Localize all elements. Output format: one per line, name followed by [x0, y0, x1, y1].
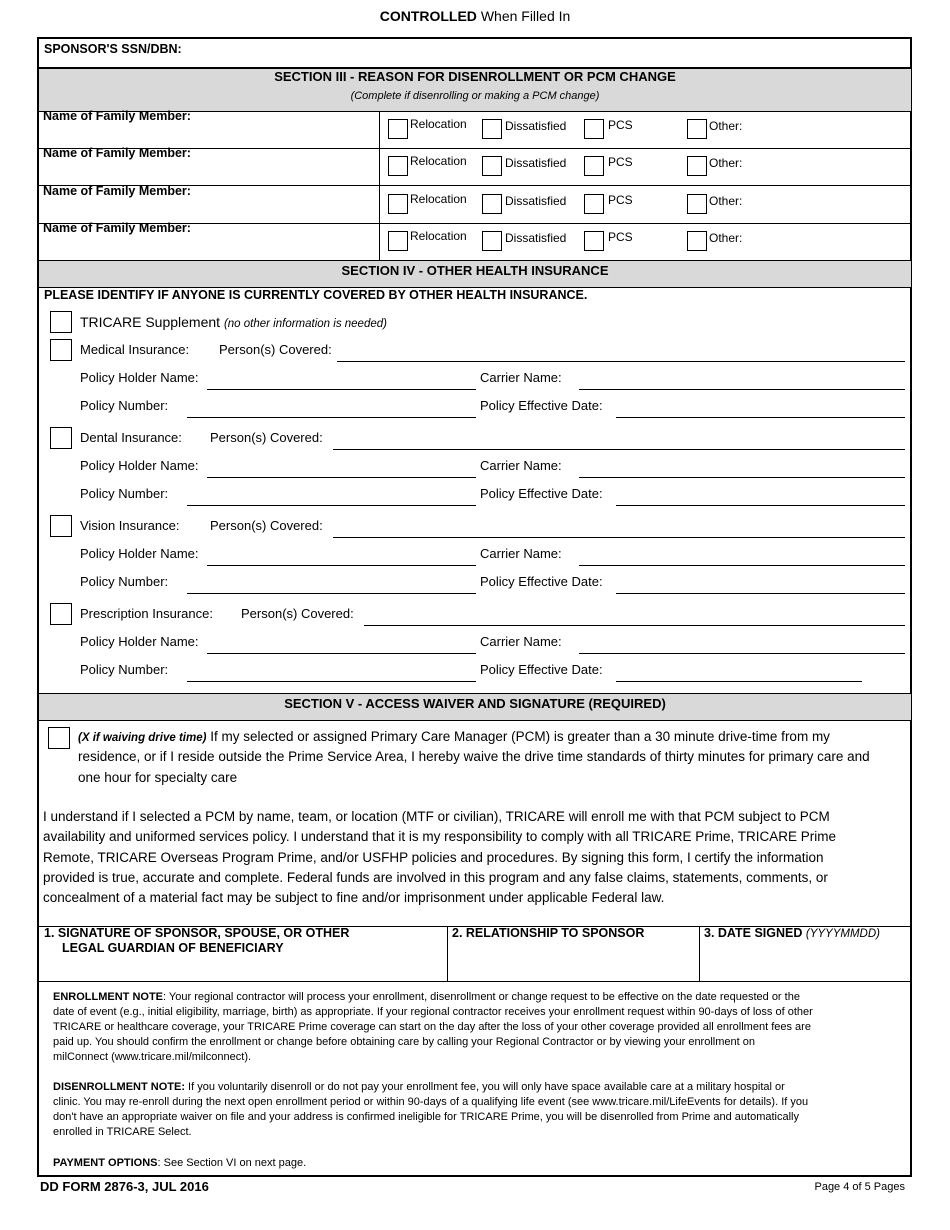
waiver-italic: (X if waiving drive time) [78, 732, 207, 744]
certification-line: provided is true, accurate and complete. Federal funds are involved in this program and any false claims, statements, comments, or [43, 869, 828, 885]
divider [447, 926, 448, 981]
policy-number-field[interactable] [187, 681, 476, 682]
payment-options-text: : See Section VI on next page. [157, 1157, 307, 1169]
policy-number-label: Policy Number: [80, 574, 169, 589]
dental-insurance-checkbox[interactable] [50, 427, 72, 449]
policy-effective-date-field[interactable] [616, 681, 862, 682]
certification-line: I understand if I selected a PCM by name, team, or location (MTF or civilian), TRICARE will enroll me with that PCM subject to PCM [43, 809, 830, 824]
carrier-name-label: Carrier Name: [480, 546, 562, 561]
policy-number-label: Policy Number: [80, 398, 169, 413]
reason-dissatisfied-checkbox[interactable] [482, 194, 502, 214]
carrier-name-label: Carrier Name: [480, 458, 562, 473]
date-format: (YYYYMMDD) [805, 928, 881, 940]
disenrollment-note-line [53, 1110, 799, 1125]
family-member-name-label: Name of Family Member: [43, 109, 191, 123]
reason-pcs-label: PCS [608, 118, 633, 132]
disenrollment-note-line [53, 1125, 192, 1140]
divider [699, 926, 700, 981]
family-member-name-label: Name of Family Member: [43, 184, 191, 198]
divider [379, 186, 380, 223]
persons-covered-field[interactable] [337, 361, 905, 362]
disenrollment-note-text: clinic. You may re-enroll during the next open enrollment period or within 90-days of a qualifying life event (see www.tricare.mil/LifeEvents for details). If you [53, 1096, 809, 1108]
reason-relocation-label: Relocation [410, 192, 467, 206]
reason-dissatisfied-checkbox[interactable] [482, 156, 502, 176]
controlled-header [0, 8, 950, 24]
persons-covered-field[interactable] [364, 625, 905, 626]
persons-covered-field[interactable] [333, 449, 905, 450]
divider [37, 981, 912, 982]
policy-effective-date-label: Policy Effective Date: [480, 574, 603, 589]
persons-covered-label: Person(s) Covered: [210, 518, 323, 533]
section4-instruction: PLEASE IDENTIFY IF ANYONE IS CURRENTLY COVERED BY OTHER HEALTH INSURANCE. [44, 288, 588, 302]
signature-label-2: LEGAL GUARDIAN OF BENEFICIARY [62, 941, 284, 955]
policy-effective-date-field[interactable] [616, 417, 905, 418]
vision-insurance-checkbox[interactable] [50, 515, 72, 537]
section4-title: SECTION IV - OTHER HEALTH INSURANCE [341, 263, 609, 278]
payment-options-title: PAYMENT OPTIONS [53, 1157, 158, 1169]
reason-relocation-checkbox[interactable] [388, 156, 408, 176]
enrollment-note-text: paid up. You should confirm the enrollment or change before obtaining care by calling your Regional Contractor or by viewing your enrollment on [53, 1036, 755, 1048]
carrier-name-field[interactable] [579, 477, 905, 478]
divider [379, 111, 380, 148]
policy-effective-date-label: Policy Effective Date: [480, 662, 603, 677]
policy-holder-name-label: Policy Holder Name: [80, 634, 199, 649]
medical-insurance-checkbox[interactable] [50, 339, 72, 361]
form-id: DD FORM 2876-3, JUL 2016 [40, 1179, 209, 1194]
disenrollment-note-text: don't have an appropriate waiver on file and your address is confirmed ineligible for TRICARE Prime, you will be disenrolled from Prime and automatically [53, 1111, 799, 1123]
reason-pcs-checkbox[interactable] [584, 194, 604, 214]
policy-number-field[interactable] [187, 417, 476, 418]
enrollment-note-line [53, 1020, 811, 1035]
certification-line: concealment of a material fact may be subject to fine and/or imprisonment under applicable Federal law. [43, 890, 665, 906]
enrollment-note-title: ENROLLMENT NOTE [53, 991, 163, 1003]
controlled-rest: When Filled In [480, 8, 571, 24]
reason-other-label: Other: [709, 156, 743, 170]
divider [379, 148, 380, 185]
relationship-label: 2. RELATIONSHIP TO SPONSOR [452, 926, 645, 940]
policy-holder-name-label: Policy Holder Name: [80, 546, 199, 561]
waiver-line-3: one hour for specialty care [78, 770, 238, 785]
controlled-bold: CONTROLLED [379, 8, 477, 24]
enrollment-note-text: TRICARE or healthcare coverage, your TRICARE Prime coverage can start on the day after the loss of your other coverage provided all enrollment fees are [53, 1021, 811, 1033]
reason-dissatisfied-label: Dissatisfied [505, 156, 567, 170]
reason-dissatisfied-label: Dissatisfied [505, 231, 567, 245]
enrollment-note-line [53, 1005, 813, 1020]
policy-holder-name-label: Policy Holder Name: [80, 370, 199, 385]
family-member-name-label: Name of Family Member: [43, 146, 191, 160]
reason-pcs-label: PCS [608, 155, 633, 169]
persons-covered-field[interactable] [333, 537, 905, 538]
reason-dissatisfied-label: Dissatisfied [505, 194, 567, 208]
reason-relocation-checkbox[interactable] [388, 194, 408, 214]
reason-pcs-checkbox[interactable] [584, 119, 604, 139]
carrier-name-field[interactable] [579, 653, 905, 654]
policy-holder-name-field[interactable] [207, 565, 476, 566]
reason-dissatisfied-checkbox[interactable] [482, 231, 502, 251]
enrollment-note-text: milConnect (www.tricare.mil/milconnect). [53, 1051, 252, 1063]
tricare-supplement-label [80, 314, 387, 330]
policy-effective-date-field[interactable] [616, 593, 905, 594]
vision-insurance-label: Vision Insurance: [80, 518, 180, 533]
waiver-line-1 [78, 727, 908, 749]
reason-dissatisfied-checkbox[interactable] [482, 119, 502, 139]
section3-subtitle: (Complete if disenrolling or making a PCM change) [350, 90, 600, 102]
waiver-line-2: residence, or if I reside outside the Prime Service Area, I hereby waive the drive time standards of thirty minutes for primary care and [78, 749, 870, 764]
reason-other-label: Other: [709, 119, 743, 133]
section5-title: SECTION V - ACCESS WAIVER AND SIGNATURE (REQUIRED) [284, 696, 666, 711]
enrollment-note-line [53, 1035, 755, 1050]
date-signed-text: 3. DATE SIGNED [704, 926, 803, 940]
date-signed-label [704, 926, 880, 940]
reason-pcs-label: PCS [608, 230, 633, 244]
enrollment-note-line [53, 1050, 251, 1065]
prescription-insurance-label: Prescription Insurance: [80, 606, 213, 621]
carrier-name-field[interactable] [579, 389, 905, 390]
enrollment-note-text: : Your regional contractor will process your enrollment, disenrollment or change request to be effective on the date requested or the [163, 991, 800, 1003]
section3-title: SECTION III - REASON FOR DISENROLLMENT OR PCM CHANGE [274, 69, 676, 84]
reason-pcs-label: PCS [608, 193, 633, 207]
policy-number-label: Policy Number: [80, 486, 169, 501]
policy-number-field[interactable] [187, 505, 476, 506]
disenrollment-note-title: DISENROLLMENT NOTE: [53, 1081, 185, 1093]
disenrollment-note-text: If you voluntarily disenroll or do not pay your enrollment fee, you will only have space available care at a military hospital or [185, 1081, 785, 1093]
enrollment-note-text: date of event (e.g., initial eligibility, marriage, birth) as appropriate. If your regional contractor receives your enrollment request within 90-days of loss of other [53, 1006, 813, 1018]
reason-relocation-checkbox[interactable] [388, 231, 408, 251]
dental-insurance-label: Dental Insurance: [80, 430, 182, 445]
tricare-supplement-checkbox[interactable] [50, 311, 72, 333]
disenrollment-note-line [53, 1080, 785, 1095]
waiver-checkbox[interactable] [48, 727, 70, 749]
reason-relocation-checkbox[interactable] [388, 119, 408, 139]
reason-relocation-label: Relocation [410, 117, 467, 131]
reason-other-checkbox[interactable] [687, 194, 707, 214]
carrier-name-label: Carrier Name: [480, 634, 562, 649]
persons-covered-label: Person(s) Covered: [219, 342, 332, 357]
carrier-name-label: Carrier Name: [480, 370, 562, 385]
reason-pcs-checkbox[interactable] [584, 156, 604, 176]
policy-holder-name-field[interactable] [207, 653, 476, 654]
policy-effective-date-field[interactable] [616, 505, 905, 506]
divider [379, 223, 380, 260]
reason-other-checkbox[interactable] [687, 231, 707, 251]
sponsor-ssn-label: SPONSOR'S SSN/DBN: [44, 42, 182, 56]
certification-line: availability and uniformed services policy. I understand that it is my responsibility to comply with all TRICARE Prime, TRICARE Prime [43, 829, 837, 845]
reason-other-label: Other: [709, 231, 743, 245]
reason-relocation-label: Relocation [410, 154, 467, 168]
persons-covered-label: Person(s) Covered: [241, 606, 354, 621]
tricare-supplement-note: (no other information is needed) [223, 318, 387, 330]
tricare-supplement-text: TRICARE Supplement [80, 314, 221, 330]
reason-other-label: Other: [709, 194, 743, 208]
divider [37, 720, 912, 721]
payment-options [53, 1156, 306, 1171]
certification-line: Remote, TRICARE Overseas Program Prime, and/or USFHP policies and procedures. By signing this form, I certify the information [43, 849, 824, 865]
signature-label-1: 1. SIGNATURE OF SPONSOR, SPOUSE, OR OTHER [44, 926, 350, 940]
policy-holder-name-field[interactable] [207, 389, 476, 390]
reason-pcs-checkbox[interactable] [584, 231, 604, 251]
waiver-text-1: If my selected or assigned Primary Care Manager (PCM) is greater than a 30 minute drive-time from my [210, 729, 830, 744]
family-member-name-label: Name of Family Member: [43, 221, 191, 235]
policy-effective-date-label: Policy Effective Date: [480, 486, 603, 501]
policy-number-label: Policy Number: [80, 662, 169, 677]
reason-dissatisfied-label: Dissatisfied [505, 119, 567, 133]
disenrollment-note-text: enrolled in TRICARE Select. [53, 1126, 192, 1138]
enrollment-note-line [53, 990, 800, 1005]
disenrollment-note-line [53, 1095, 808, 1110]
policy-holder-name-label: Policy Holder Name: [80, 458, 199, 473]
reason-other-checkbox[interactable] [687, 156, 707, 176]
reason-other-checkbox[interactable] [687, 119, 707, 139]
carrier-name-field[interactable] [579, 565, 905, 566]
reason-relocation-label: Relocation [410, 229, 467, 243]
policy-effective-date-label: Policy Effective Date: [480, 398, 603, 413]
medical-insurance-label: Medical Insurance: [80, 342, 190, 357]
policy-number-field[interactable] [187, 593, 476, 594]
prescription-insurance-checkbox[interactable] [50, 603, 72, 625]
policy-holder-name-field[interactable] [207, 477, 476, 478]
page-number: Page 4 of 5 Pages [814, 1181, 905, 1193]
persons-covered-label: Person(s) Covered: [210, 430, 323, 445]
